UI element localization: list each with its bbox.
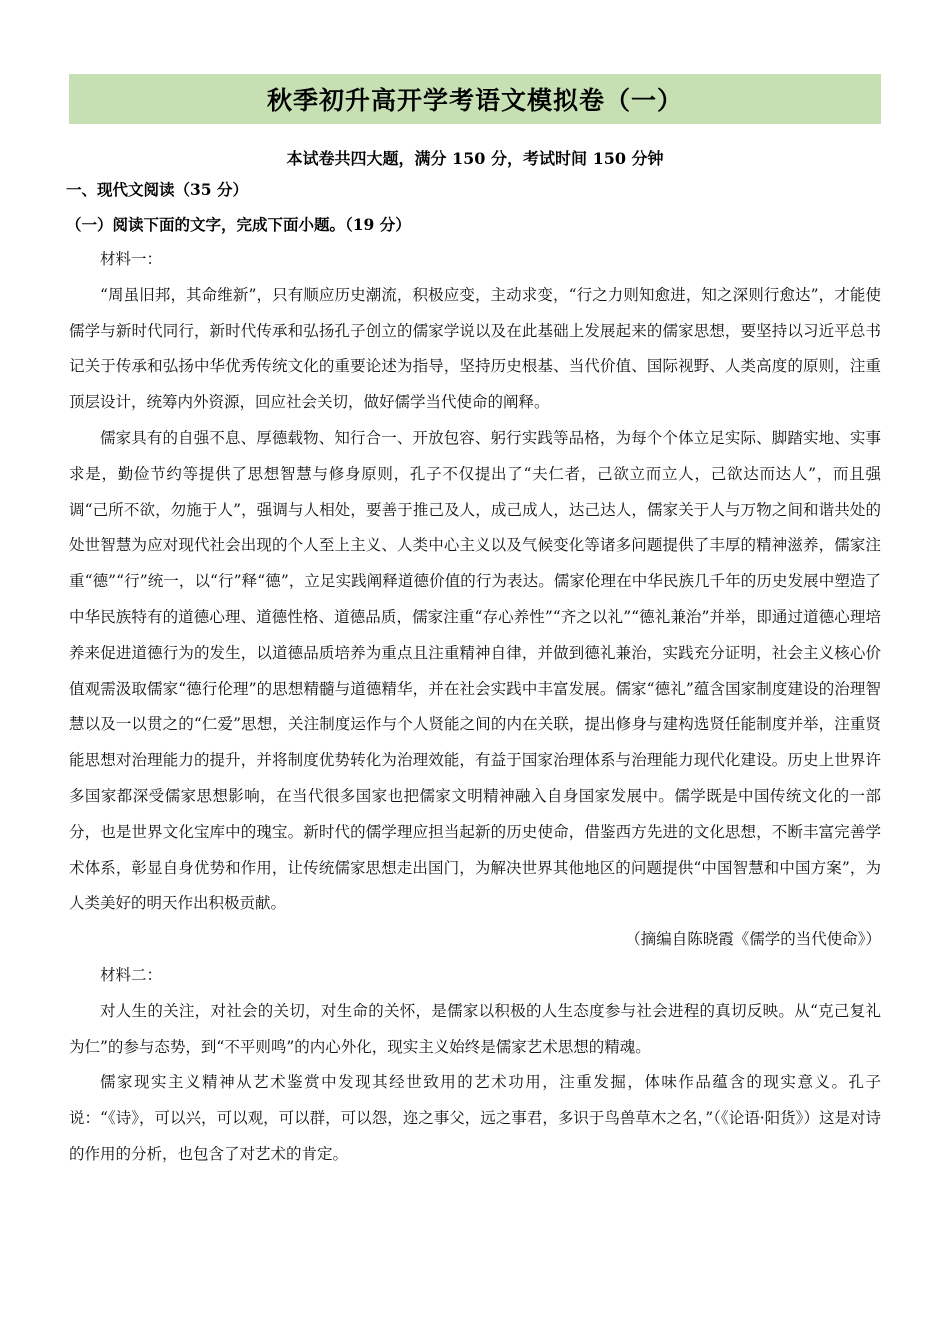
paragraph: 儒家具有的自强不息、厚德载物、知行合一、开放包容、躬行实践等品格，为每个个体立足实际、脚踏实地、实事求是，勤俭节约等提供了思想智慧与修身原则，孔子不仅提出了“夫仁者，己欲立而立人，己欲达而达人”，而且强调“己所不欲，勿施于人”，强调与人相处，要善于推己及人，成己成人，达己达人，儒家关于人与万物之间和谐共处的处世智慧为应对现代社会出现的个人至上主义、人类中心主义以及气候变化等诸多问题提供了丰厚的精神滋养，儒家注重“德”“行”统一，以“行”释“德”，立足实践阐释道德价值的行为表达。儒家伦理在中华民族几千年的历史发展中塑造了中华民族特有的道德心理、道德性格、道德品质，儒家注重“存心养性”“齐之以礼”“德礼兼治”并举，即通过道德心理培养来促进道德行为的发生，以道德品质培养为重点且注重精神自律，并做到德礼兼治，实践充分证明，社会主义核心价值观需汲取儒家“德行伦理”的思想精髓与道德精华，并在社会实践中丰富发展。儒家“德礼”蕴含国家制度建设的治理智慧以及一以贯之的“仁爱”思想，关注制度运作与个人贤能之间的内在关联，提出修身与建构选贤任能制度并举，注重贤能思想对治理能力的提升，并将制度优势转化为治理效能，有益于国家治理体系与治理能力现代化建设。历史上世界许多国家都深受儒家思想影响，在当代很多国家也把儒家文明精神融入自身国家发展中。儒学既是中国传统文化的一部分，也是世界文化宝库中的瑰宝。新时代的儒学理应担当起新的历史使命，借鉴西方先进的文化思想，不断丰富完善学术体系，彰显自身优势和作用，让传统儒家思想走出国门，为解决世界其他地区的问题提供“中国智慧和中国方案”，为人类美好的明天作出积极贡献。 — [69, 428, 881, 913]
source-citation: （摘编自陈晓霞《儒学的当代使命》） — [625, 930, 881, 949]
section-heading: 一、现代文阅读（35 分） — [66, 180, 248, 199]
material-2-label: 材料二： — [100, 965, 163, 984]
material-1-label: 材料一： — [100, 250, 163, 268]
reading-passage — [69, 242, 881, 1173]
paragraph: “周虽旧邦，其命维新”，只有顺应历史潮流，积极应变，主动求变，“行之力则知愈进，知之深则行愈达”，才能使儒学与新时代同行，新时代传承和弘扬孔子创立的儒家学说以及在此基础上发展起来的儒家思想，要坚持以习近平总书记关于传承和弘扬中华优秀传统文化的重要论述为指导，坚持历史根基、当代价值、国际视野、人类高度的原则，注重顶层设计，统筹内外资源，回应社会关切，做好儒学当代使命的阐释。 — [69, 285, 881, 412]
page-title: 秋季初升高开学考语文模拟卷（一） — [266, 86, 683, 115]
paragraph: 儒家现实主义精神从艺术鉴赏中发现其经世致用的艺术功用，注重发掘，体味作品蕴含的现实意义。孔子说：“《诗》，可以兴，可以观，可以群，可以怨，迩之事父，远之事君，多识于鸟兽草木之名，”（《论语·阳货》）这是对诗的作用的分析，也包含了对艺术的肯定。 — [69, 1073, 881, 1163]
subsection-heading: （一）阅读下面的文字，完成下面小题。（19 分） — [66, 215, 411, 234]
exam-info: 本试卷共四大题，满分 150 分，考试时间 150 分钟 — [286, 149, 664, 168]
paragraph: 对人生的关注，对社会的关切，对生命的关怀，是儒家以积极的人生态度参与社会进程的真切反映。从“克己复礼为仁”的参与态势，到“不平则鸣”的内心外化，现实主义始终是儒家艺术思想的精魂。 — [69, 1001, 881, 1056]
title-band — [69, 74, 881, 124]
